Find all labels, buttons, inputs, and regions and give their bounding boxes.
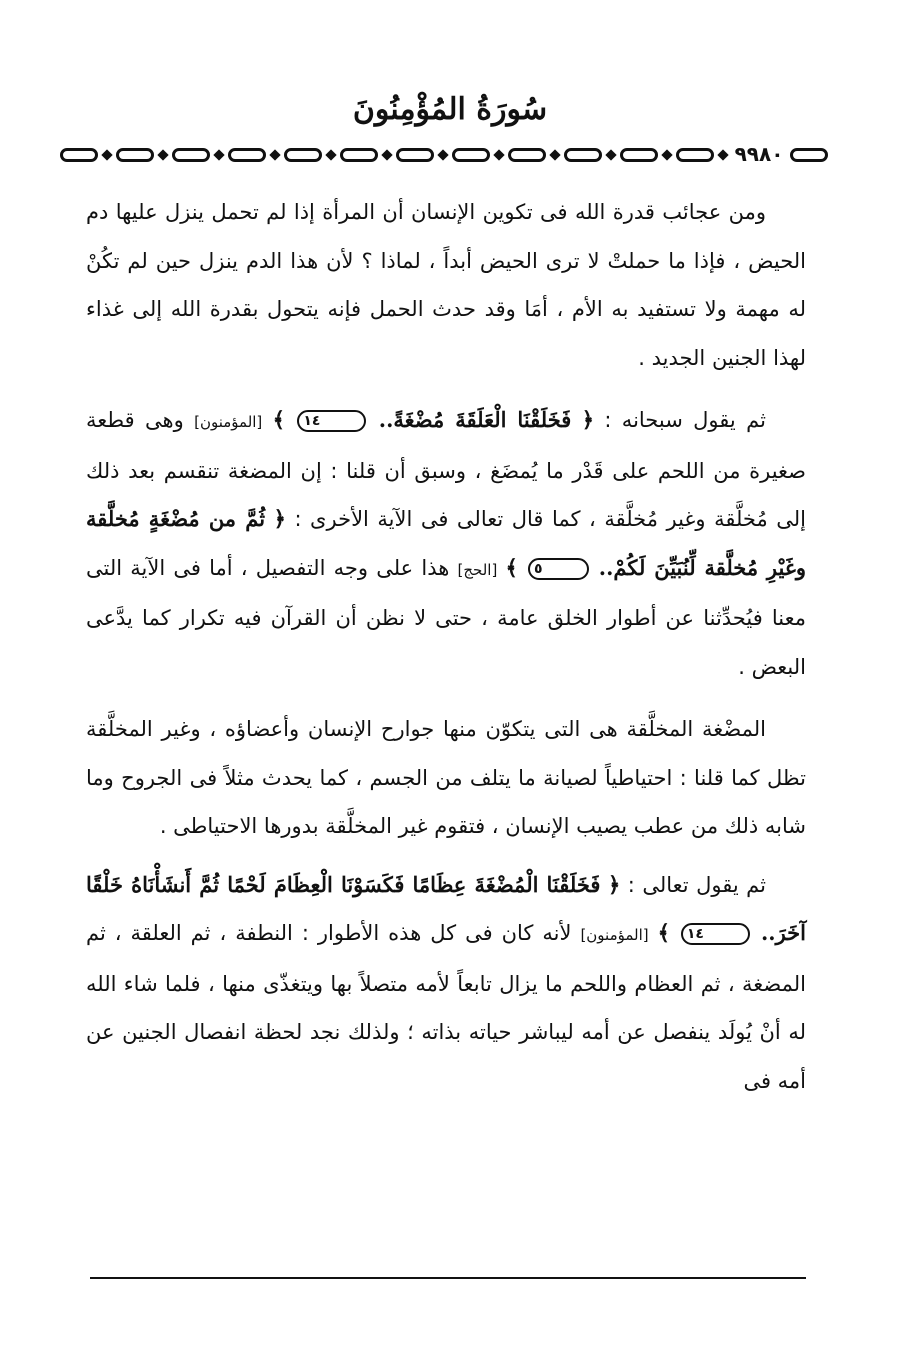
ornate-bracket-close: ﴾ [657,921,670,945]
chain-link [508,148,546,162]
quran-verse: فَخَلَقْنَا الْمُضْغَةَ عِظَامًا فَكَسَوْنَا الْعِظَامَ لَحْمًا ثُمَّ أَنشَأْنَاهُ خَلْقًا آخَرَ.. [86,871,806,945]
ornate-bracket-close: ﴾ [505,555,518,580]
chain-link [284,148,322,162]
chain-knot [101,149,112,160]
chain-knot [157,149,168,160]
chain-link [452,148,490,162]
paragraph-4-text: لأنه كان فى كل هذه الأطوار : النطفة ، ثم العلقة ، ثم المضغة ، ثم العظام واللحم ما يزال تابعاً لأمه متصلاً بها ويتغذّى منها ، فلما شاء الله له أنْ يُولَد ينفصل عن أمه ليباشر حياته بذاته ؛ ولذلك نجد لحظة انفصال الجنين عن أمه فى [86,921,806,1093]
body-text [86,188,806,1127]
chain-link [172,148,210,162]
quran-verse: ثُمَّ من مُضْغَةٍ مُخلَّقة وغَيْرِ مُخلَّقة لِّنُبَيِّنَ لَكُمْ.. [86,506,806,580]
chain-link [340,148,378,162]
chain-knot [493,149,504,160]
paragraph-1: ومن عجائب قدرة الله فى تكوين الإنسان أن المرأة إذا لم تحمل ينزل عليها دم الحيض ، فإذا ما حملتْ لا ترى الحيض أبداً ، لماذا ؟ لأن هذا الدم ينزل حين لم تكُنْ له مهمة ولا تستفيد به الأم ، أمَا وقد حدث الحمل فإنه يتحول بقدرة الله إلى غذاء لهذا الجنين الجديد . [86,200,806,370]
chain-link [396,148,434,162]
quran-verse: فَخَلَقْنَا الْعَلَقَةَ مُضْغَةً.. [378,407,572,432]
ornate-bracket-open: ﴿ [273,507,286,531]
paragraph-2 [86,396,806,691]
surah-reference: [المؤمنون] [194,413,263,431]
paragraph-2-text-b: هذا على وجه التفصيل ، أما فى الآية التى معنا فيُحدِّثنا عن أطوار الخلق عامة ، حتى لا نظن أن القرآن فيه تكرار كما يدَّعى البعض . [86,555,806,679]
paragraph-3: المضْغة المخلَّقة هى التى يتكوّن منها جوارح الإنسان وأعضاؤه ، وغير المخلَّقة تظل كما قلنا : احتياطياً لصيانة ما يتلف من الجسم ، كما يحدث مثلاً فى الجروح وما شابه ذلك من عطب يصيب الإنسان ، فتقوم غير المخلَّقة بدورها الاحتياطى . [86,717,806,838]
surah-reference: [المؤمنون] [580,926,649,944]
chain-link [564,148,602,162]
ornate-bracket-open: ﴿ [607,872,621,897]
chain-knot [325,149,336,160]
chain-knot [605,149,616,160]
footer-rule [90,1277,806,1279]
chain-knot [549,149,560,160]
chain-knot [213,149,224,160]
chain-end-link [790,148,828,162]
chain-link [116,148,154,162]
chain-link [60,148,98,162]
paragraph-2-intro: ثم يقول سبحانه : [604,408,766,432]
verse-number: ٥ [528,558,589,580]
surah-reference: [الحج] [457,560,498,579]
paragraph-4-intro: ثم يقول تعالى : [627,872,766,897]
decorative-chain-border [60,144,730,166]
chain-knot [661,149,672,160]
ornate-bracket-open: ﴿ [581,408,595,432]
verse-number: ١٤ [297,410,366,432]
ornate-bracket-close: ﴾ [272,408,285,432]
chain-knot [437,149,448,160]
chain-knot [269,149,280,160]
chain-link [228,148,266,162]
verse-number: ١٤ [681,923,750,945]
paragraph-2-text-a: وهى قطعة صغيرة من اللحم على قَدْر ما يُمضَغ ، وسبق أن قلنا : إن المضغة تنقسم بعد ذلك إلى مُخلَّقة وغير مُخلَّقة ، كما قال تعالى فى الآية الأخرى : [86,408,806,531]
chain-link [676,148,714,162]
paragraph-4 [86,861,806,1106]
chain-knot [717,149,728,160]
surah-title: سُورَةُ المُؤْمِنُونَ [352,92,548,127]
page-number: ٩٩٨٠ [734,142,784,166]
chain-link [620,148,658,162]
chain-knot [381,149,392,160]
